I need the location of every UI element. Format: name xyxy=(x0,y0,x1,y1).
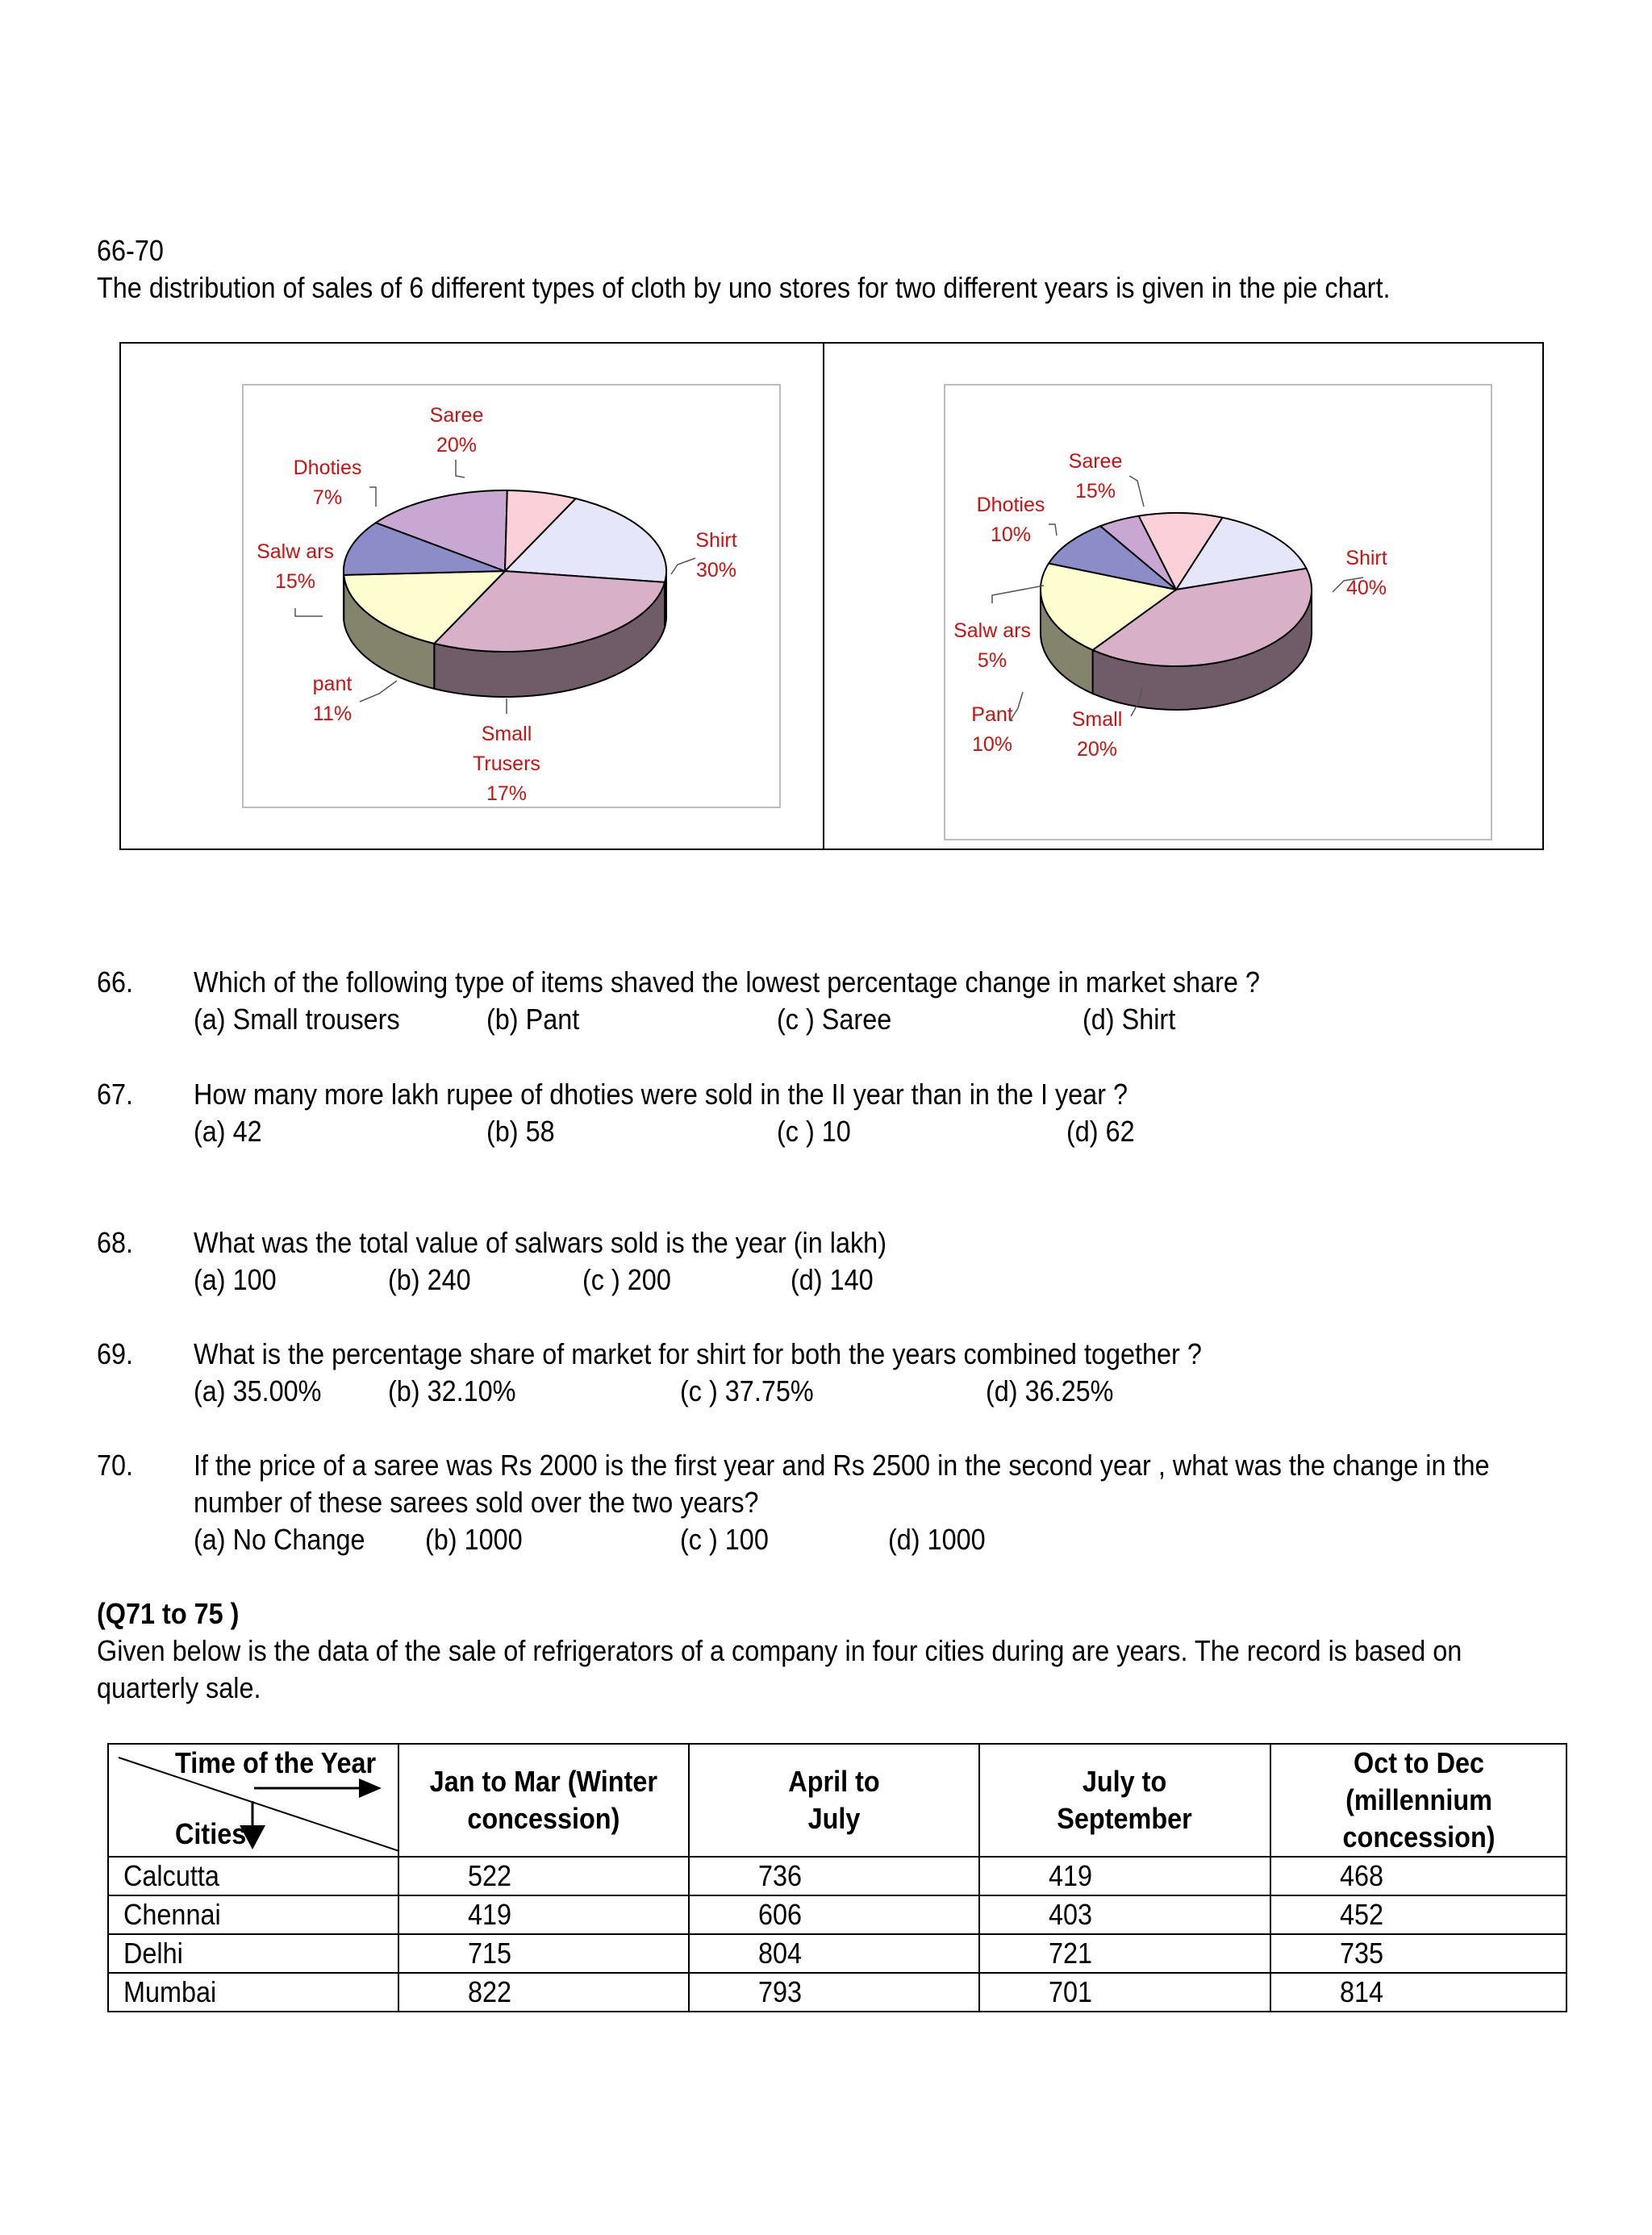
table-header-row xyxy=(108,1744,1566,1857)
pie-slice-label: Pant xyxy=(971,703,1013,726)
pie-slice-label: Trusers xyxy=(473,753,540,775)
pie-slice-percent: 5% xyxy=(977,649,1007,672)
question-text: Which of the following type of items shaved the lowest percentage change in market share ? xyxy=(194,965,1260,999)
question-number: 70. xyxy=(97,1449,134,1482)
value-cell: 736 xyxy=(689,1857,979,1895)
pie-chart-year-1 xyxy=(344,490,666,697)
answer-option[interactable]: (c ) 10 xyxy=(777,1115,851,1148)
value-cell: 715 xyxy=(398,1934,690,1973)
answer-option[interactable]: (a) No Change xyxy=(194,1523,365,1556)
answer-option[interactable]: (b) 32.10% xyxy=(388,1374,516,1407)
pie-charts-svg xyxy=(0,0,1652,887)
leader-line xyxy=(1129,476,1144,507)
city-cell: Delhi xyxy=(108,1934,398,1973)
answer-option[interactable]: (b) 58 xyxy=(486,1115,555,1148)
pie-slice-percent: 40% xyxy=(1345,577,1387,599)
table-row xyxy=(108,1973,1566,2012)
leader-line xyxy=(456,460,465,477)
pie-slice-percent: 15% xyxy=(1074,480,1116,502)
answer-option[interactable]: (c ) 100 xyxy=(680,1523,769,1556)
table-row xyxy=(108,1934,1566,1973)
answer-option[interactable]: (c ) Saree xyxy=(777,1003,892,1036)
pie-slice-percent: 10% xyxy=(990,523,1032,546)
pie-slice-percent: 7% xyxy=(312,486,343,509)
value-cell: 522 xyxy=(398,1857,690,1895)
table-row xyxy=(108,1895,1566,1934)
question-range: 66-70 xyxy=(97,234,164,267)
answer-option[interactable]: (d) 140 xyxy=(791,1263,874,1296)
answer-option[interactable]: (d) 1000 xyxy=(888,1523,986,1556)
question-number: 68. xyxy=(97,1226,134,1259)
city-cell: Mumbai xyxy=(108,1973,398,2012)
value-cell: 804 xyxy=(689,1934,979,1973)
answer-option[interactable]: (a) 42 xyxy=(194,1115,262,1148)
pie-slice-label: Shirt xyxy=(695,529,737,552)
corner-cell xyxy=(108,1744,398,1857)
corner-bottom-label: Cities xyxy=(175,1817,247,1850)
value-cell: 701 xyxy=(979,1973,1271,2012)
column-header: July to September xyxy=(979,1744,1271,1857)
pie-slice-label: Small xyxy=(481,723,532,745)
value-cell: 822 xyxy=(398,1973,690,2012)
answer-option[interactable]: (a) 35.00% xyxy=(194,1374,322,1407)
section2-intro-line2: quarterly sale. xyxy=(97,1671,261,1704)
question-number: 67. xyxy=(97,1078,134,1111)
question-text: What was the total value of salwars sold is the year (in lakh) xyxy=(194,1226,886,1259)
value-cell: 606 xyxy=(689,1895,979,1934)
answer-option[interactable]: (b) 1000 xyxy=(425,1523,523,1556)
pie-slice-label: Saree xyxy=(429,404,484,427)
pie-slice-percent: 20% xyxy=(1076,738,1118,761)
pie-slice-percent: 10% xyxy=(971,733,1013,756)
question-number: 69. xyxy=(97,1337,134,1370)
column-header: Jan to Mar (Winter concession) xyxy=(398,1744,690,1857)
answer-option[interactable]: (c ) 37.75% xyxy=(680,1374,814,1407)
section2-intro-line1: Given below is the data of the sale of refrigerators of a company in four cities during are years. The record is based on xyxy=(97,1634,1462,1667)
value-cell: 793 xyxy=(689,1973,979,2012)
answer-option[interactable]: (d) 36.25% xyxy=(986,1374,1114,1407)
leader-line xyxy=(360,681,397,702)
pie-slice-percent: 17% xyxy=(486,782,528,805)
leader-line xyxy=(369,487,376,507)
pie-slice-label: Salw ars xyxy=(953,619,1031,642)
pie-slice-label: Shirt xyxy=(1345,547,1387,569)
value-cell: 814 xyxy=(1270,1973,1566,2012)
answer-option[interactable]: (a) 100 xyxy=(194,1263,277,1296)
city-cell: Calcutta xyxy=(108,1857,398,1895)
pie-slice-label: pant xyxy=(312,673,353,695)
leader-line xyxy=(1049,524,1057,536)
pie-slice-label: Small xyxy=(1071,708,1123,731)
corner-top-label: Time of the Year xyxy=(175,1746,377,1779)
question-text: number of these sarees sold over the two years? xyxy=(194,1486,759,1519)
value-cell: 419 xyxy=(979,1857,1271,1895)
answer-option[interactable]: (a) Small trousers xyxy=(194,1003,400,1036)
pie-chart-year-2 xyxy=(1041,513,1312,710)
column-header: April to July xyxy=(689,1744,979,1857)
question-text: What is the percentage share of market for shirt for both the years combined together ? xyxy=(194,1337,1202,1370)
pie-slice-percent: 15% xyxy=(274,570,316,593)
answer-option[interactable]: (b) 240 xyxy=(388,1263,471,1296)
value-cell: 468 xyxy=(1270,1857,1566,1895)
column-header: Oct to Dec (millennium concession) xyxy=(1270,1744,1566,1857)
value-cell: 403 xyxy=(979,1895,1271,1934)
value-cell: 452 xyxy=(1270,1895,1566,1934)
pie-slice-label: Saree xyxy=(1068,450,1123,473)
question-number: 66. xyxy=(97,965,134,999)
intro-text: The distribution of sales of 6 different types of cloth by uno stores for two different years is given in the pie chart. xyxy=(97,271,1391,304)
section2-heading: (Q71 to 75 ) xyxy=(97,1597,240,1630)
question-text: If the price of a saree was Rs 2000 is the first year and Rs 2500 in the second year , what was the change in the xyxy=(194,1449,1490,1482)
answer-option[interactable]: (c ) 200 xyxy=(582,1263,671,1296)
pie-slice-percent: 11% xyxy=(312,703,353,725)
value-cell: 735 xyxy=(1270,1934,1566,1973)
question-text: How many more lakh rupee of dhoties were sold in the II year than in the I year ? xyxy=(194,1078,1128,1111)
answer-option[interactable]: (d) Shirt xyxy=(1083,1003,1176,1036)
refrigerator-sales-table xyxy=(107,1743,1567,2012)
leader-line xyxy=(671,558,695,574)
table-row xyxy=(108,1857,1566,1895)
pie-slice-label: Dhoties xyxy=(293,457,362,479)
value-cell: 419 xyxy=(398,1895,690,1934)
leader-line xyxy=(295,608,323,616)
value-cell: 721 xyxy=(979,1934,1271,1973)
pie-slice-percent: 30% xyxy=(695,559,737,582)
city-cell: Chennai xyxy=(108,1895,398,1934)
answer-option[interactable]: (d) 62 xyxy=(1066,1115,1135,1148)
pie-slice-percent: 20% xyxy=(436,434,478,457)
leader-line xyxy=(992,586,1044,603)
pie-slice-label: Salw ars xyxy=(257,540,334,563)
answer-option[interactable]: (b) Pant xyxy=(486,1003,580,1036)
pie-slice-label: Dhoties xyxy=(976,494,1045,516)
